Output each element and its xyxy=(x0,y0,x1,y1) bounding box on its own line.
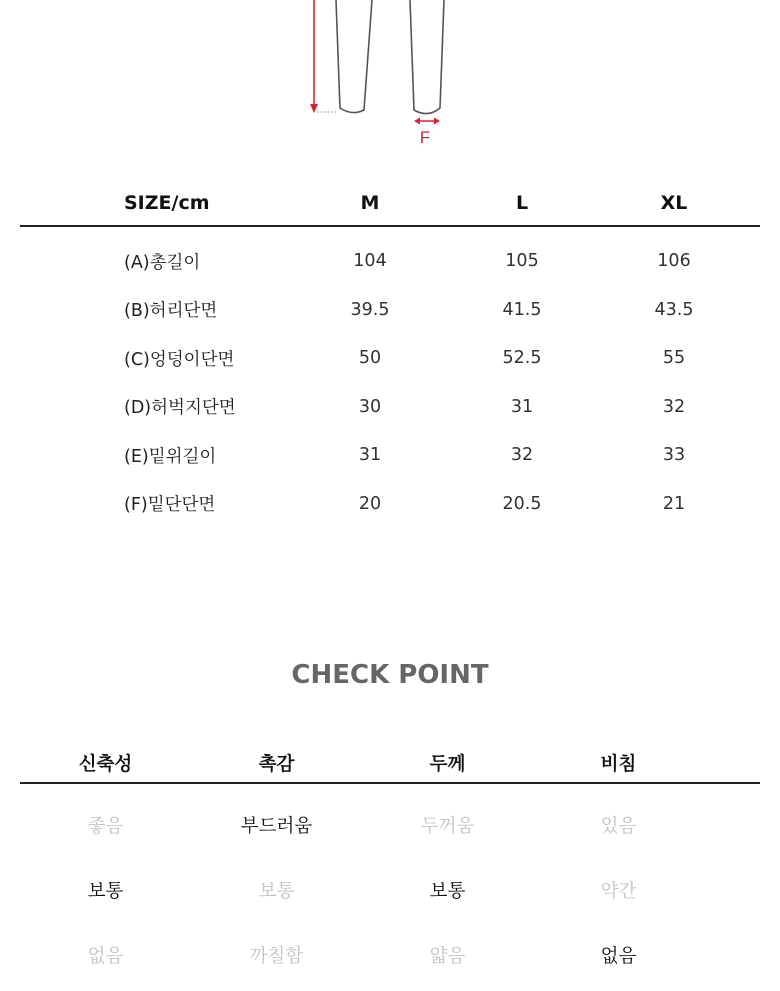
cell-l: 32 xyxy=(510,445,534,466)
row-label: (B)허리단면 xyxy=(124,301,218,322)
column-touch: 촉감 xyxy=(258,754,295,775)
cell-m: 20 xyxy=(358,493,382,514)
cell-xl: 43.5 xyxy=(654,299,694,320)
table-row xyxy=(20,383,760,432)
check-point-title: CHECK POINT xyxy=(291,660,489,690)
size-table xyxy=(20,180,760,528)
cell-l: 52.5 xyxy=(502,348,542,369)
option-cell-selected: 부드러움 xyxy=(240,815,313,837)
table-row xyxy=(20,792,760,857)
cell-m: 104 xyxy=(353,251,387,272)
cell-l: 31 xyxy=(510,396,534,417)
option-cell: 얇음 xyxy=(429,945,466,967)
cell-l: 41.5 xyxy=(502,299,542,320)
option-cell: 두꺼움 xyxy=(420,815,475,837)
cell-m: 30 xyxy=(358,396,382,417)
check-point-header xyxy=(20,744,760,782)
check-point-table xyxy=(20,744,760,987)
column-thickness: 두께 xyxy=(429,754,466,775)
size-header-xl: XL xyxy=(660,191,688,214)
row-label: (F)밑단단면 xyxy=(124,495,216,516)
left-leg-outline xyxy=(336,0,372,113)
size-header-label: SIZE/cm xyxy=(124,191,210,214)
size-header-l: L xyxy=(515,191,529,214)
option-cell: 좋음 xyxy=(87,815,124,837)
table-row xyxy=(20,286,760,335)
option-cell: 보통 xyxy=(258,880,295,902)
cell-xl: 32 xyxy=(662,396,686,417)
option-cell: 까칠함 xyxy=(249,945,304,967)
table-row xyxy=(20,922,760,987)
column-stretch: 신축성 xyxy=(78,754,133,775)
option-cell-selected: 보통 xyxy=(429,880,466,902)
cell-l: 20.5 xyxy=(502,493,542,514)
cell-m: 31 xyxy=(358,445,382,466)
option-cell-selected: 없음 xyxy=(600,945,637,967)
column-sheerness: 비침 xyxy=(600,754,637,775)
size-header-m: M xyxy=(360,191,380,214)
cell-m: 39.5 xyxy=(350,299,390,320)
hem-arrow-right-head xyxy=(434,118,440,125)
hem-arrow-left-head xyxy=(414,118,420,125)
row-label: (D)허벅지단면 xyxy=(124,398,236,419)
option-cell: 없음 xyxy=(87,945,124,967)
right-leg-outline xyxy=(410,0,444,114)
row-label: (C)엉덩이단면 xyxy=(124,349,235,370)
size-table-header xyxy=(20,180,760,225)
table-row xyxy=(20,237,760,286)
hem-marker-label: F xyxy=(419,128,431,147)
pants-measurement-illustration xyxy=(0,0,780,160)
option-cell: 약간 xyxy=(600,880,637,902)
table-row xyxy=(20,334,760,383)
cell-m: 50 xyxy=(358,348,382,369)
cell-xl: 55 xyxy=(662,348,686,369)
table-row xyxy=(20,431,760,480)
option-cell: 있음 xyxy=(600,815,637,837)
cell-xl: 21 xyxy=(662,493,686,514)
cell-l: 105 xyxy=(505,251,539,272)
cell-xl: 106 xyxy=(657,251,691,272)
row-label: (E)밑위길이 xyxy=(124,446,217,467)
option-cell-selected: 보통 xyxy=(87,880,124,902)
row-label: (A)총길이 xyxy=(124,252,201,273)
cell-xl: 33 xyxy=(662,445,686,466)
table-row xyxy=(20,480,760,529)
table-row xyxy=(20,857,760,922)
length-arrow-head xyxy=(310,104,318,113)
